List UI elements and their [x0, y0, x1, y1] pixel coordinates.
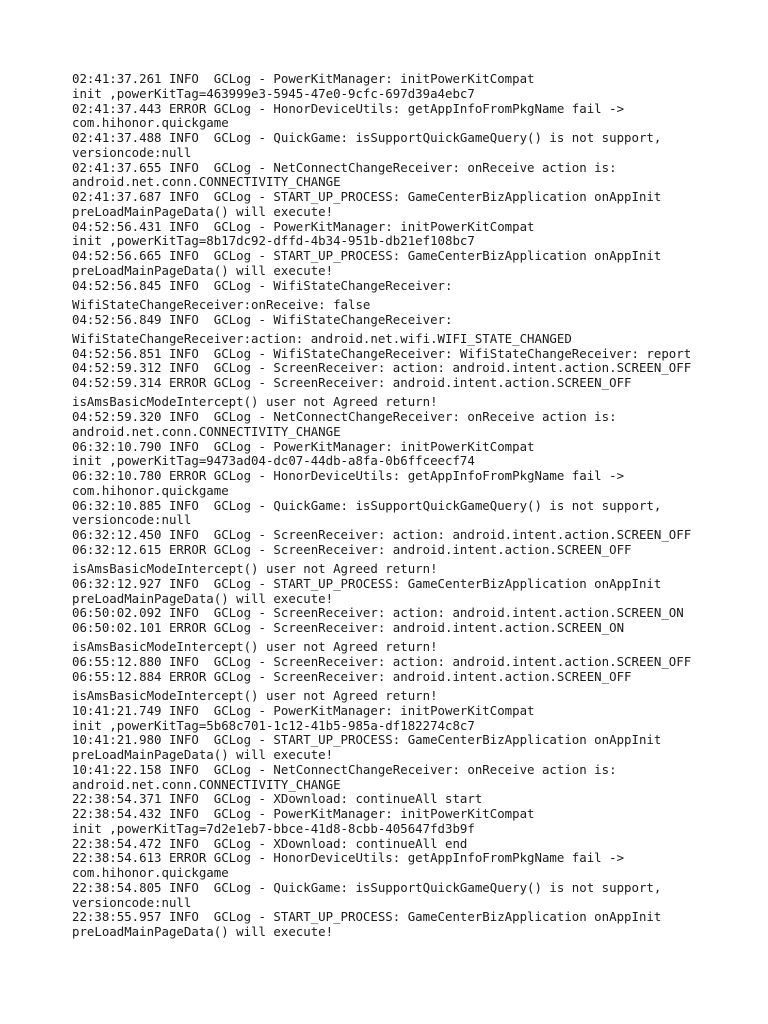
- log-line: 04:52:56.845 INFO GCLog - WifiStateChangeReceiver:: [72, 277, 453, 293]
- log-line: 06:55:12.884 ERROR GCLog - ScreenReceiver: android.intent.action.SCREEN_OFF: [72, 668, 632, 684]
- log-line: 06:32:10.885 INFO GCLog - QuickGame: isSupportQuickGameQuery() is not support,: [72, 497, 662, 513]
- log-line: 02:41:37.443 ERROR GCLog - HonorDeviceUtils: getAppInfoFromPkgName fail ->: [72, 100, 625, 116]
- log-line: init ,powerKitTag=8b17dc92-dffd-4b34-951b-db21ef108bc7: [72, 233, 475, 249]
- log-line: WifiStateChangeReceiver:onReceive: false: [72, 296, 371, 312]
- log-line: 02:41:37.488 INFO GCLog - QuickGame: isSupportQuickGameQuery() is not support,: [72, 130, 662, 145]
- log-line: 02:41:37.655 INFO GCLog - NetConnectChangeReceiver: onReceive action is:: [72, 159, 617, 175]
- log-lines: [72, 72, 712, 940]
- log-line: init ,powerKitTag=9473ad04-dc07-44db-a8fa-0b6ffceecf74: [72, 453, 475, 469]
- log-line: 04:52:56.665 INFO GCLog - START_UP_PROCESS: GameCenterBizApplication onAppInit: [72, 248, 662, 263]
- log-line: init ,powerKitTag=5b68c701-1c12-41b5-985a-df182274c8c7: [72, 717, 475, 733]
- log-line: 02:41:37.261 INFO GCLog - PowerKitManager: initPowerKitCompat: [72, 71, 535, 86]
- log-line: 22:38:54.432 INFO GCLog - PowerKitManager: initPowerKitCompat: [72, 806, 535, 821]
- log-line: 22:38:55.957 INFO GCLog - START_UP_PROCESS: GameCenterBizApplication onAppInit: [72, 909, 662, 925]
- log-line: 04:52:59.314 ERROR GCLog - ScreenReceiver: android.intent.action.SCREEN_OFF: [72, 375, 632, 390]
- log-line: 04:52:56.851 INFO GCLog - WifiStateChangeReceiver: WifiStateChangeReceiver: report: [72, 345, 692, 361]
- log-line: 04:52:56.431 INFO GCLog - PowerKitManager: initPowerKitCompat: [72, 218, 535, 234]
- log-line: 22:38:54.613 ERROR GCLog - HonorDeviceUtils: getAppInfoFromPkgName fail ->: [72, 850, 625, 866]
- log-line: isAmsBasicModeIntercept() user not Agreed return!: [72, 639, 438, 655]
- log-line: 10:41:21.749 INFO GCLog - PowerKitManager: initPowerKitCompat: [72, 702, 535, 718]
- log-line: versioncode:null: [72, 144, 192, 160]
- log-line: 04:52:59.312 INFO GCLog - ScreenReceiver: action: android.intent.action.SCREEN_OFF: [72, 360, 692, 376]
- log-line: android.net.conn.CONNECTIVITY_CHANGE: [72, 174, 341, 190]
- log-line: 04:52:59.320 INFO GCLog - NetConnectChangeReceiver: onReceive action is:: [72, 409, 617, 424]
- log-line: 06:55:12.880 INFO GCLog - ScreenReceiver: action: android.intent.action.SCREEN_OFF: [72, 654, 692, 669]
- log-line: versioncode:null: [72, 894, 192, 910]
- log-line: com.hihonor.quickgame: [72, 865, 229, 880]
- log-line: 22:38:54.472 INFO GCLog - XDownload: continueAll end: [72, 835, 468, 851]
- log-line: 22:38:54.371 INFO GCLog - XDownload: continueAll start: [72, 791, 483, 807]
- log-line: 06:32:10.780 ERROR GCLog - HonorDeviceUtils: getAppInfoFromPkgName fail ->: [72, 468, 625, 483]
- log-line: 22:38:54.805 INFO GCLog - QuickGame: isSupportQuickGameQuery() is not support,: [72, 879, 662, 895]
- log-line: isAmsBasicModeIntercept() user not Agreed return!: [72, 561, 438, 576]
- log-line: WifiStateChangeReceiver:action: android.net.wifi.WIFI_STATE_CHANGED: [72, 330, 572, 346]
- log-line: 06:50:02.101 ERROR GCLog - ScreenReceiver: android.intent.action.SCREEN_ON: [72, 620, 625, 635]
- log-line: init ,powerKitTag=463999e3-5945-47e0-9cfc-697d39a4ebc7: [72, 85, 475, 101]
- log-line: android.net.conn.CONNECTIVITY_CHANGE: [72, 423, 341, 439]
- log-line: isAmsBasicModeIntercept() user not Agreed return!: [72, 688, 438, 703]
- log-line: preLoadMainPageData() will execute!: [72, 747, 334, 762]
- log-line: 06:32:12.450 INFO GCLog - ScreenReceiver: action: android.intent.action.SCREEN_OFF: [72, 527, 692, 542]
- log-line: preLoadMainPageData() will execute!: [72, 262, 334, 278]
- log-line: 06:50:02.092 INFO GCLog - ScreenReceiver: action: android.intent.action.SCREEN_ON: [72, 605, 684, 621]
- log-line: preLoadMainPageData() will execute!: [72, 203, 334, 219]
- log-line: 06:32:10.790 INFO GCLog - PowerKitManager: initPowerKitCompat: [72, 438, 535, 454]
- log-line: isAmsBasicModeIntercept() user not Agreed return!: [72, 394, 438, 410]
- log-line: 02:41:37.687 INFO GCLog - START_UP_PROCESS: GameCenterBizApplication onAppInit: [72, 189, 662, 204]
- log-line: 06:32:12.615 ERROR GCLog - ScreenReceiver: android.intent.action.SCREEN_OFF: [72, 541, 632, 557]
- log-line: com.hihonor.quickgame: [72, 482, 229, 498]
- log-line: 06:32:12.927 INFO GCLog - START_UP_PROCESS: GameCenterBizApplication onAppInit: [72, 575, 662, 591]
- log-line: preLoadMainPageData() will execute!: [72, 924, 334, 939]
- log-line: preLoadMainPageData() will execute!: [72, 590, 334, 606]
- log-line: 10:41:22.158 INFO GCLog - NetConnectChangeReceiver: onReceive action is:: [72, 761, 617, 777]
- log-document: [72, 72, 712, 940]
- log-line: init ,powerKitTag=7d2e1eb7-bbce-41d8-8cbb-405647fd3b9f: [72, 820, 475, 836]
- log-line: 10:41:21.980 INFO GCLog - START_UP_PROCESS: GameCenterBizApplication onAppInit: [72, 732, 662, 748]
- log-line: versioncode:null: [72, 512, 192, 528]
- log-line: android.net.conn.CONNECTIVITY_CHANGE: [72, 776, 341, 792]
- log-line: com.hihonor.quickgame: [72, 115, 229, 131]
- log-line: 04:52:56.849 INFO GCLog - WifiStateChangeReceiver:: [72, 311, 453, 327]
